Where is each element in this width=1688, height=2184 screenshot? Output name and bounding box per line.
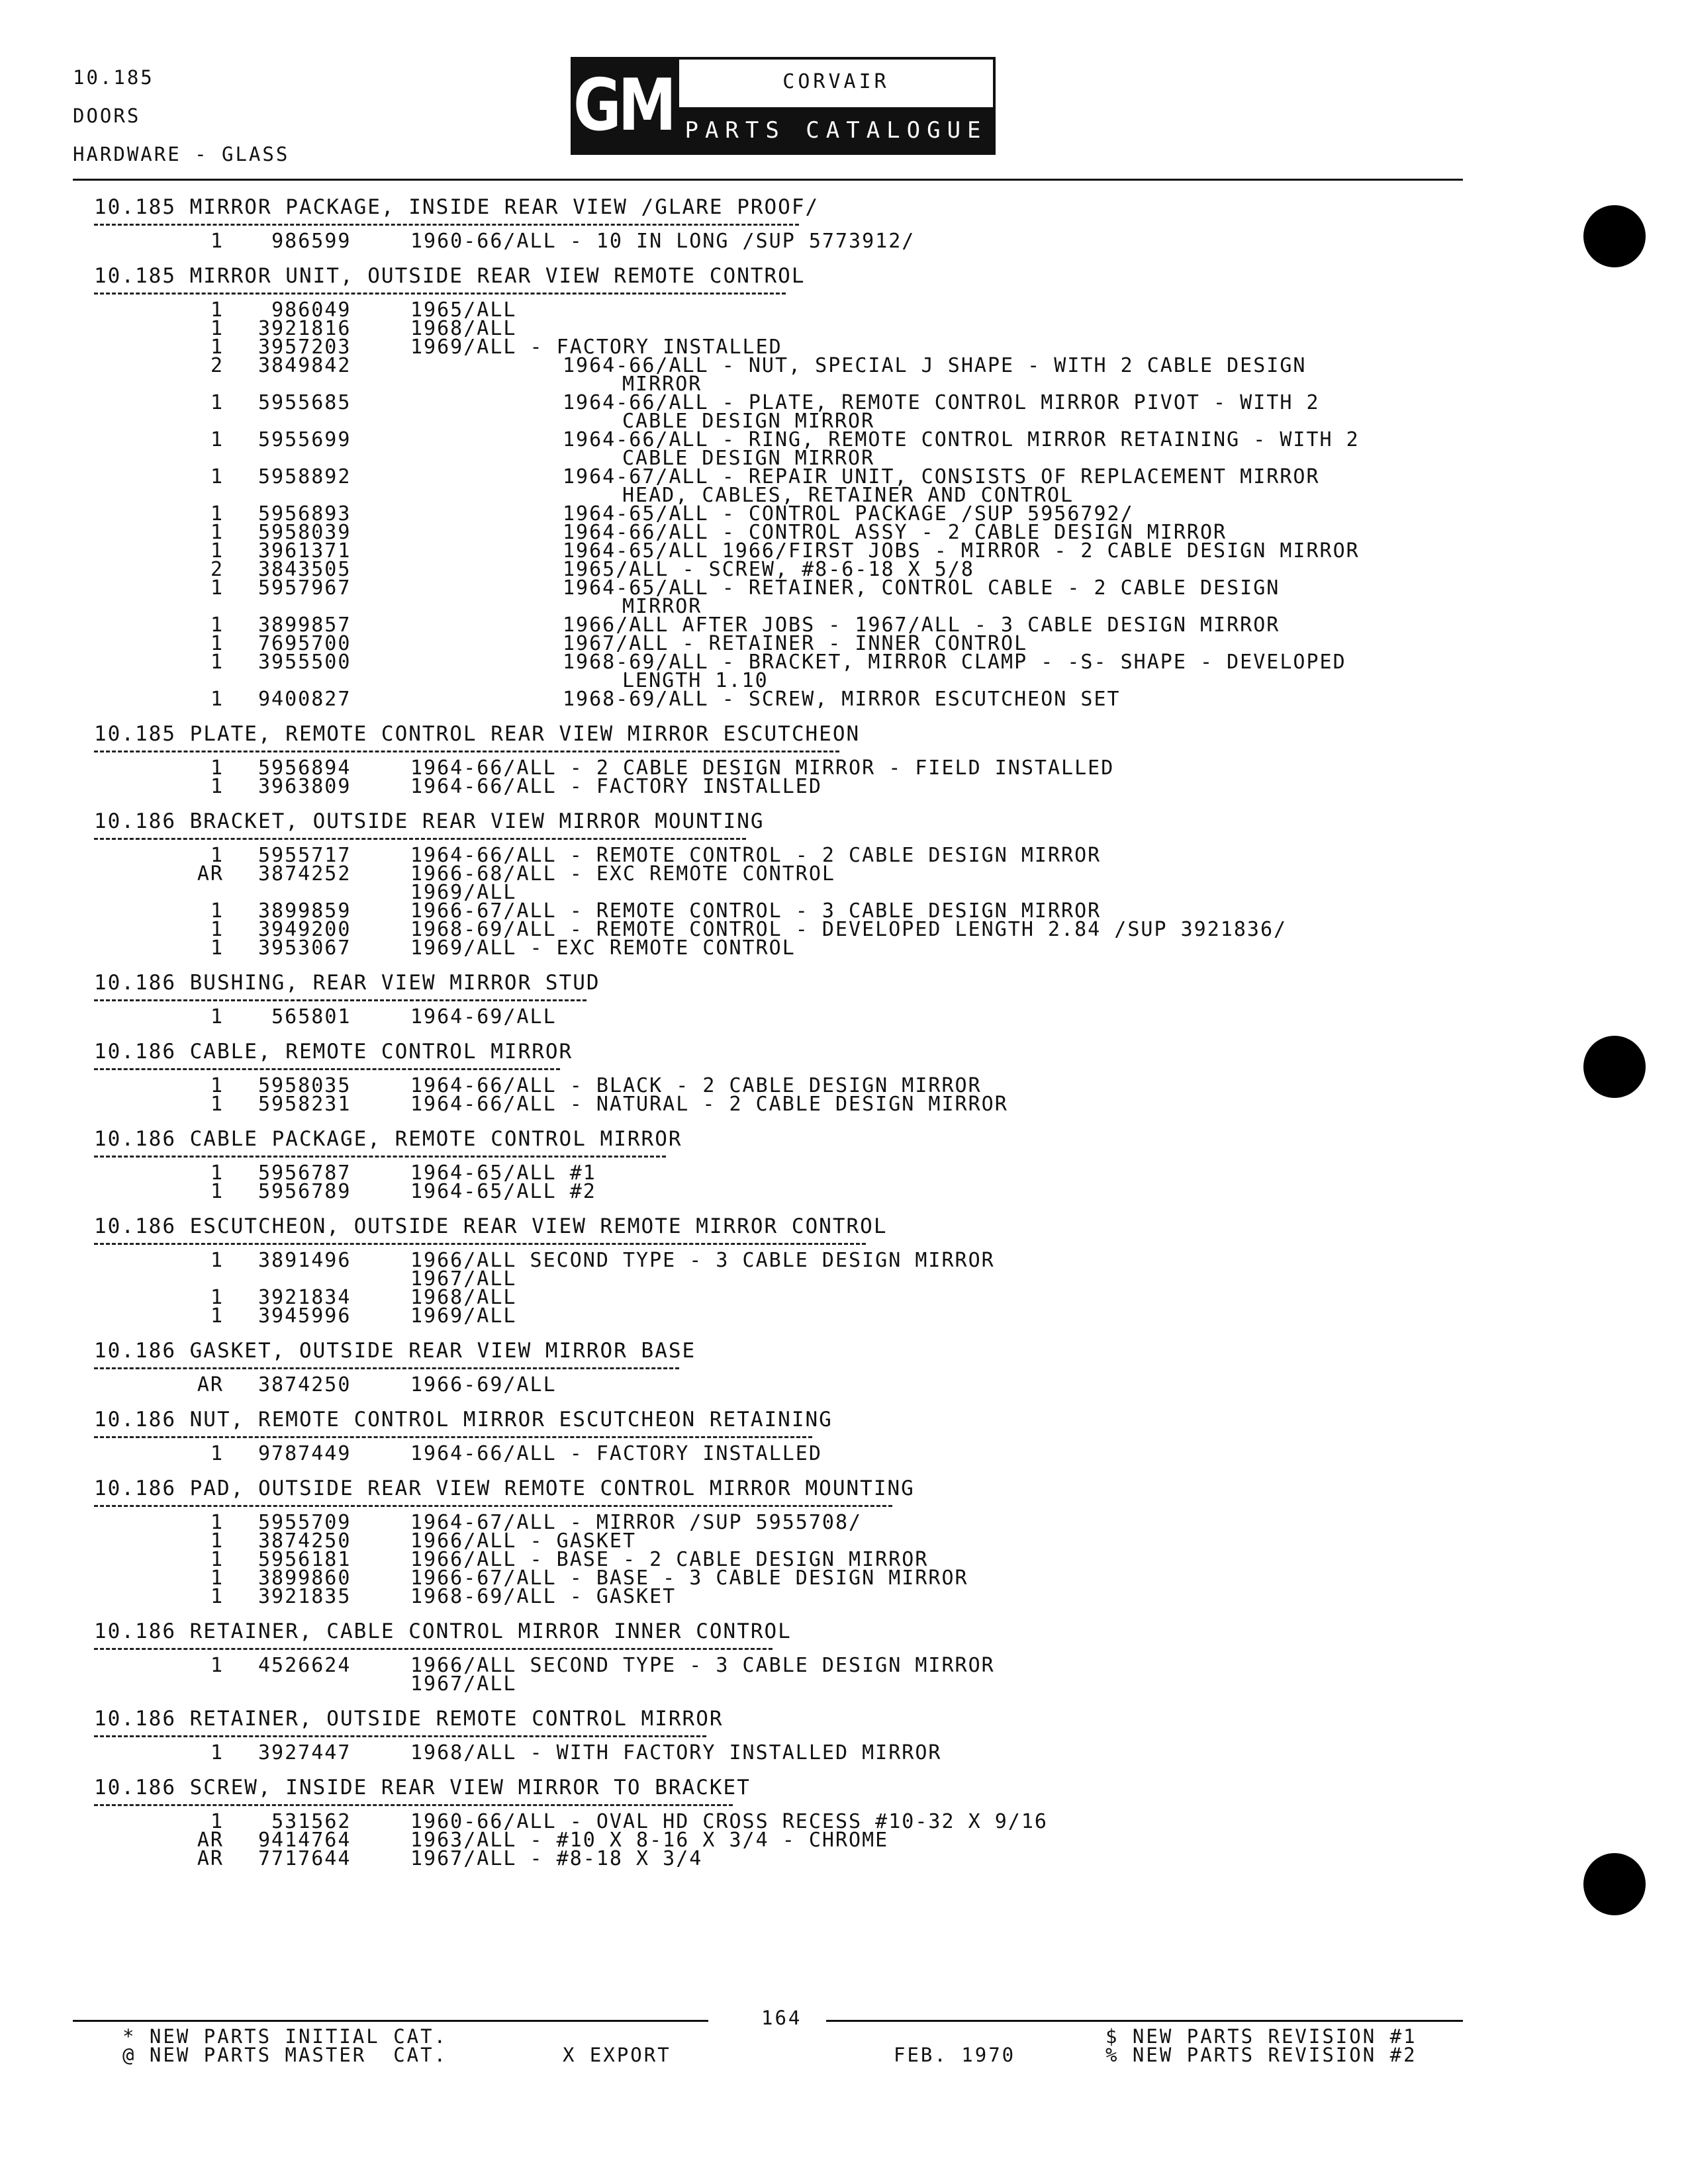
row-description: 1967/ALL - RETAINER - INNER CONTROL <box>563 632 1028 655</box>
row-quantity: 1 <box>210 936 224 960</box>
row-quantity: AR <box>197 862 224 886</box>
row-description: 1969/ALL <box>410 1304 517 1328</box>
row-description-continued: CABLE DESIGN MIRROR <box>622 447 875 470</box>
row-part-number: 5955685 <box>258 391 352 414</box>
row-description: 1966/ALL AFTER JOBS - 1967/ALL - 3 CABLE DESIGN MIRROR <box>563 614 1280 637</box>
row-part-number: 986599 <box>271 230 352 253</box>
row-description: 1964-65/ALL 1966/FIRST JOBS - MIRROR - 2 CABLE DESIGN MIRROR <box>563 539 1360 563</box>
row-description: 1966/ALL SECOND TYPE - 3 CABLE DESIGN MIRROR <box>410 1654 995 1677</box>
row-part-number: 3921835 <box>258 1585 352 1608</box>
row-part-number: 5956893 <box>258 502 352 525</box>
row-description: 1964-67/ALL - REPAIR UNIT, CONSISTS OF REPLACEMENT MIRROR <box>563 465 1320 488</box>
section-underline <box>94 1367 679 1369</box>
section-title: 10.186 PAD, OUTSIDE REAR VIEW REMOTE CONTROL MIRROR MOUNTING <box>94 1477 915 1500</box>
row-part-number: 5956789 <box>258 1180 352 1203</box>
row-quantity: 2 <box>210 558 224 581</box>
row-quantity: 1 <box>210 899 224 923</box>
header-divider <box>73 179 1463 181</box>
legend-revision-2: % NEW PARTS REVISION #2 <box>1105 2044 1417 2066</box>
row-quantity: 1 <box>210 1741 224 1764</box>
row-part-number: 565801 <box>271 1005 352 1028</box>
row-description: 1964-66/ALL - FACTORY INSTALLED <box>410 1442 822 1465</box>
row-description: 1968-69/ALL - REMOTE CONTROL - DEVELOPED LENGTH 2.84 /SUP 3921836/ <box>410 918 1288 941</box>
section-underline <box>94 1505 892 1507</box>
row-description: 1968/ALL <box>410 1286 517 1309</box>
row-quantity: 1 <box>210 1511 224 1534</box>
row-description: 1968/ALL - WITH FACTORY INSTALLED MIRROR <box>410 1741 942 1764</box>
brand-name: CORVAIR <box>782 70 890 93</box>
row-description: 1964-66/ALL - PLATE, REMOTE CONTROL MIRROR PIVOT - WITH 2 <box>563 391 1320 414</box>
punch-hole <box>1583 205 1646 267</box>
row-part-number: 5958231 <box>258 1093 352 1116</box>
catalogue-label: PARTS CATALOGUE <box>679 107 993 152</box>
row-part-number: 3874252 <box>258 862 352 886</box>
row-part-number: 5956181 <box>258 1548 352 1571</box>
legend-initial-cat: * NEW PARTS INITIAL CAT. <box>122 2025 448 2048</box>
section-underline <box>94 751 839 752</box>
row-quantity: 1 <box>210 521 224 544</box>
row-description: 1966/ALL - GASKET <box>410 1529 637 1553</box>
row-description: 1966-67/ALL - REMOTE CONTROL - 3 CABLE DESIGN MIRROR <box>410 899 1102 923</box>
row-part-number: 5958035 <box>258 1074 352 1097</box>
row-quantity: 1 <box>210 576 224 600</box>
section-underline <box>94 1156 666 1158</box>
row-description: 1968/ALL <box>410 317 517 340</box>
row-quantity: 1 <box>210 391 224 414</box>
row-part-number: 3891496 <box>258 1249 352 1272</box>
gm-logo: GM <box>573 60 679 152</box>
row-quantity: 1 <box>210 1249 224 1272</box>
row-description: 1966-69/ALL <box>410 1373 557 1396</box>
row-description: 1966-68/ALL - EXC REMOTE CONTROL <box>410 862 835 886</box>
catalogue-date: FEB. 1970 <box>894 2044 1016 2066</box>
section-title: 10.186 GASKET, OUTSIDE REAR VIEW MIRROR BASE <box>94 1339 696 1363</box>
row-description: 1964-65/ALL - RETAINER, CONTROL CABLE - 2 CABLE DESIGN <box>563 576 1280 600</box>
row-part-number: 5958892 <box>258 465 352 488</box>
section-title: 10.185 MIRROR UNIT, OUTSIDE REAR VIEW REMOTE CONTROL <box>94 264 806 288</box>
row-description: 1964-66/ALL - REMOTE CONTROL - 2 CABLE DESIGN MIRROR <box>410 844 1102 867</box>
row-quantity: 1 <box>210 336 224 359</box>
row-quantity: 1 <box>210 1529 224 1553</box>
row-quantity: 1 <box>210 651 224 674</box>
section-underline <box>94 1243 866 1245</box>
section-number: 10.185 <box>73 66 154 89</box>
row-quantity: 1 <box>210 1442 224 1465</box>
row-quantity: 1 <box>210 1180 224 1203</box>
row-part-number: 5955717 <box>258 844 352 867</box>
legend-export: X EXPORT <box>563 2044 671 2066</box>
section-underline <box>94 838 746 840</box>
row-quantity: 1 <box>210 1161 224 1185</box>
page-number: 164 <box>761 2007 802 2029</box>
row-description: 1966/ALL SECOND TYPE - 3 CABLE DESIGN MIRROR <box>410 1249 995 1272</box>
legend-master-cat: @ NEW PARTS MASTER CAT. <box>122 2044 448 2066</box>
row-part-number: 3899857 <box>258 614 352 637</box>
row-description: 1964-66/ALL - 2 CABLE DESIGN MIRROR - FIELD INSTALLED <box>410 756 1115 780</box>
row-part-number: 3899860 <box>258 1567 352 1590</box>
row-part-number: 4526624 <box>258 1654 352 1677</box>
row-quantity: 2 <box>210 354 224 377</box>
row-part-number: 986049 <box>271 298 352 322</box>
row-description: 1968-69/ALL - SCREW, MIRROR ESCUTCHEON SET <box>563 688 1121 711</box>
row-quantity: 1 <box>210 230 224 253</box>
gm-catalogue-banner <box>571 57 996 155</box>
row-part-number: 5955709 <box>258 1511 352 1534</box>
row-description-continued: HEAD, CABLES, RETAINER AND CONTROL <box>622 484 1074 507</box>
section-title: 10.185 MIRROR PACKAGE, INSIDE REAR VIEW /GLARE PROOF/ <box>94 195 820 219</box>
section-underline <box>94 1804 733 1806</box>
row-description: 1964-66/ALL - NUT, SPECIAL J SHAPE - WITH 2 CABLE DESIGN <box>563 354 1307 377</box>
row-quantity: 1 <box>210 539 224 563</box>
row-description: 1969/ALL - EXC REMOTE CONTROL <box>410 936 796 960</box>
row-part-number: 5958039 <box>258 521 352 544</box>
row-quantity: 1 <box>210 1093 224 1116</box>
section-underline <box>94 999 586 1001</box>
section-title: 10.186 BRACKET, OUTSIDE REAR VIEW MIRROR MOUNTING <box>94 809 765 833</box>
row-description-continued: 1967/ALL <box>410 1267 517 1291</box>
row-part-number: 3843505 <box>258 558 352 581</box>
row-part-number: 5956787 <box>258 1161 352 1185</box>
row-part-number: 3949200 <box>258 918 352 941</box>
row-part-number: 7717644 <box>258 1847 352 1870</box>
row-part-number: 3963809 <box>258 775 352 798</box>
section-underline <box>94 1068 560 1070</box>
row-quantity: AR <box>197 1373 224 1396</box>
section-underline <box>94 1648 773 1650</box>
row-part-number: 3921834 <box>258 1286 352 1309</box>
row-quantity: 1 <box>210 1548 224 1571</box>
row-description: 1964-66/ALL - NATURAL - 2 CABLE DESIGN MIRROR <box>410 1093 1008 1116</box>
row-quantity: 1 <box>210 756 224 780</box>
row-quantity: 1 <box>210 844 224 867</box>
row-description: 1960-66/ALL - 10 IN LONG /SUP 5773912/ <box>410 230 915 253</box>
row-quantity: AR <box>197 1829 224 1852</box>
row-description: 1968-69/ALL - BRACKET, MIRROR CLAMP - -S- SHAPE - DEVELOPED <box>563 651 1346 674</box>
punch-hole <box>1583 1036 1646 1098</box>
row-quantity: 1 <box>210 1567 224 1590</box>
row-part-number: 5955699 <box>258 428 352 451</box>
row-description: 1968-69/ALL - GASKET <box>410 1585 677 1608</box>
row-part-number: 9787449 <box>258 1442 352 1465</box>
row-description: 1964-66/ALL - FACTORY INSTALLED <box>410 775 822 798</box>
row-description-continued: MIRROR <box>622 373 702 396</box>
section-underline <box>94 1436 812 1438</box>
row-part-number: 3899859 <box>258 899 352 923</box>
section-underline <box>94 1735 706 1737</box>
row-quantity: 1 <box>210 298 224 322</box>
row-description-continued: 1967/ALL <box>410 1672 517 1696</box>
row-description: 1964-65/ALL - CONTROL PACKAGE /SUP 5956792/ <box>563 502 1134 525</box>
row-quantity: 1 <box>210 918 224 941</box>
row-description: 1964-66/ALL - RING, REMOTE CONTROL MIRROR RETAINING - WITH 2 <box>563 428 1360 451</box>
row-description: 1964-67/ALL - MIRROR /SUP 5955708/ <box>410 1511 863 1534</box>
row-part-number: 3953067 <box>258 936 352 960</box>
row-part-number: 3957203 <box>258 336 352 359</box>
row-quantity: 1 <box>210 502 224 525</box>
row-description-continued: LENGTH 1.10 <box>622 669 769 692</box>
row-quantity: 1 <box>210 1810 224 1833</box>
row-quantity: 1 <box>210 688 224 711</box>
row-description: 1965/ALL - SCREW, #8-6-18 X 5/8 <box>563 558 974 581</box>
row-quantity: 1 <box>210 317 224 340</box>
row-description: 1964-69/ALL <box>410 1005 557 1028</box>
row-description-continued: MIRROR <box>622 595 702 618</box>
section-underline <box>94 293 786 295</box>
section-title: 10.186 NUT, REMOTE CONTROL MIRROR ESCUTCHEON RETAINING <box>94 1408 833 1432</box>
section-title: 10.186 RETAINER, CABLE CONTROL MIRROR INNER CONTROL <box>94 1619 792 1643</box>
section-title: 10.186 BUSHING, REAR VIEW MIRROR STUD <box>94 971 600 995</box>
row-part-number: 9414764 <box>258 1829 352 1852</box>
footer-rule-left <box>73 2020 708 2022</box>
row-part-number: 5957967 <box>258 576 352 600</box>
section-underline <box>94 224 799 226</box>
row-quantity: 1 <box>210 1585 224 1608</box>
section-title: 10.186 SCREW, INSIDE REAR VIEW MIRROR TO BRACKET <box>94 1776 751 1799</box>
row-quantity: 1 <box>210 632 224 655</box>
row-part-number: 3945996 <box>258 1304 352 1328</box>
row-description-continued: 1969/ALL <box>410 881 517 904</box>
row-part-number: 9400827 <box>258 688 352 711</box>
row-quantity: 1 <box>210 614 224 637</box>
row-quantity: 1 <box>210 465 224 488</box>
row-quantity: 1 <box>210 1005 224 1028</box>
row-description: 1969/ALL - FACTORY INSTALLED <box>410 336 782 359</box>
section-title: 10.186 ESCUTCHEON, OUTSIDE REAR VIEW REMOTE MIRROR CONTROL <box>94 1214 888 1238</box>
punch-hole <box>1583 1853 1646 1915</box>
row-quantity: 1 <box>210 1074 224 1097</box>
row-description: 1966-67/ALL - BASE - 3 CABLE DESIGN MIRROR <box>410 1567 968 1590</box>
footer-rule-right <box>826 2020 1463 2022</box>
row-quantity: 1 <box>210 1654 224 1677</box>
row-quantity: 1 <box>210 1286 224 1309</box>
section-title: 10.185 PLATE, REMOTE CONTROL REAR VIEW MIRROR ESCUTCHEON <box>94 722 861 746</box>
row-description: 1964-65/ALL #2 <box>410 1180 596 1203</box>
row-part-number: 3961371 <box>258 539 352 563</box>
row-description: 1966/ALL - BASE - 2 CABLE DESIGN MIRROR <box>410 1548 929 1571</box>
section-title: 10.186 CABLE PACKAGE, REMOTE CONTROL MIRROR <box>94 1127 682 1151</box>
legend-revision-1: $ NEW PARTS REVISION #1 <box>1105 2025 1417 2048</box>
row-quantity: 1 <box>210 775 224 798</box>
row-part-number: 3849842 <box>258 354 352 377</box>
row-description: 1967/ALL - #8-18 X 3/4 <box>410 1847 703 1870</box>
row-part-number: 531562 <box>271 1810 352 1833</box>
row-description: 1963/ALL - #10 X 8-16 X 3/4 - CHROME <box>410 1829 889 1852</box>
row-part-number: 3927447 <box>258 1741 352 1764</box>
row-part-number: 5956894 <box>258 756 352 780</box>
row-quantity: 1 <box>210 1304 224 1328</box>
row-description: 1964-66/ALL - BLACK - 2 CABLE DESIGN MIRROR <box>410 1074 982 1097</box>
section-title: 10.186 CABLE, REMOTE CONTROL MIRROR <box>94 1040 573 1064</box>
row-description: 1964-65/ALL #1 <box>410 1161 596 1185</box>
row-quantity: AR <box>197 1847 224 1870</box>
section-title: 10.186 RETAINER, OUTSIDE REMOTE CONTROL MIRROR <box>94 1707 724 1731</box>
row-part-number: 3955500 <box>258 651 352 674</box>
row-quantity: 1 <box>210 428 224 451</box>
row-part-number: 3921816 <box>258 317 352 340</box>
row-description: 1960-66/ALL - OVAL HD CROSS RECESS #10-32 X 9/16 <box>410 1810 1048 1833</box>
row-description-continued: CABLE DESIGN MIRROR <box>622 410 875 433</box>
row-part-number: 3874250 <box>258 1373 352 1396</box>
subsection-name: HARDWARE - GLASS <box>73 143 290 165</box>
section-name: DOORS <box>73 105 141 127</box>
row-description: 1964-66/ALL - CONTROL ASSY - 2 CABLE DESIGN MIRROR <box>563 521 1227 544</box>
row-description: 1965/ALL <box>410 298 517 322</box>
row-part-number: 3874250 <box>258 1529 352 1553</box>
row-part-number: 7695700 <box>258 632 352 655</box>
